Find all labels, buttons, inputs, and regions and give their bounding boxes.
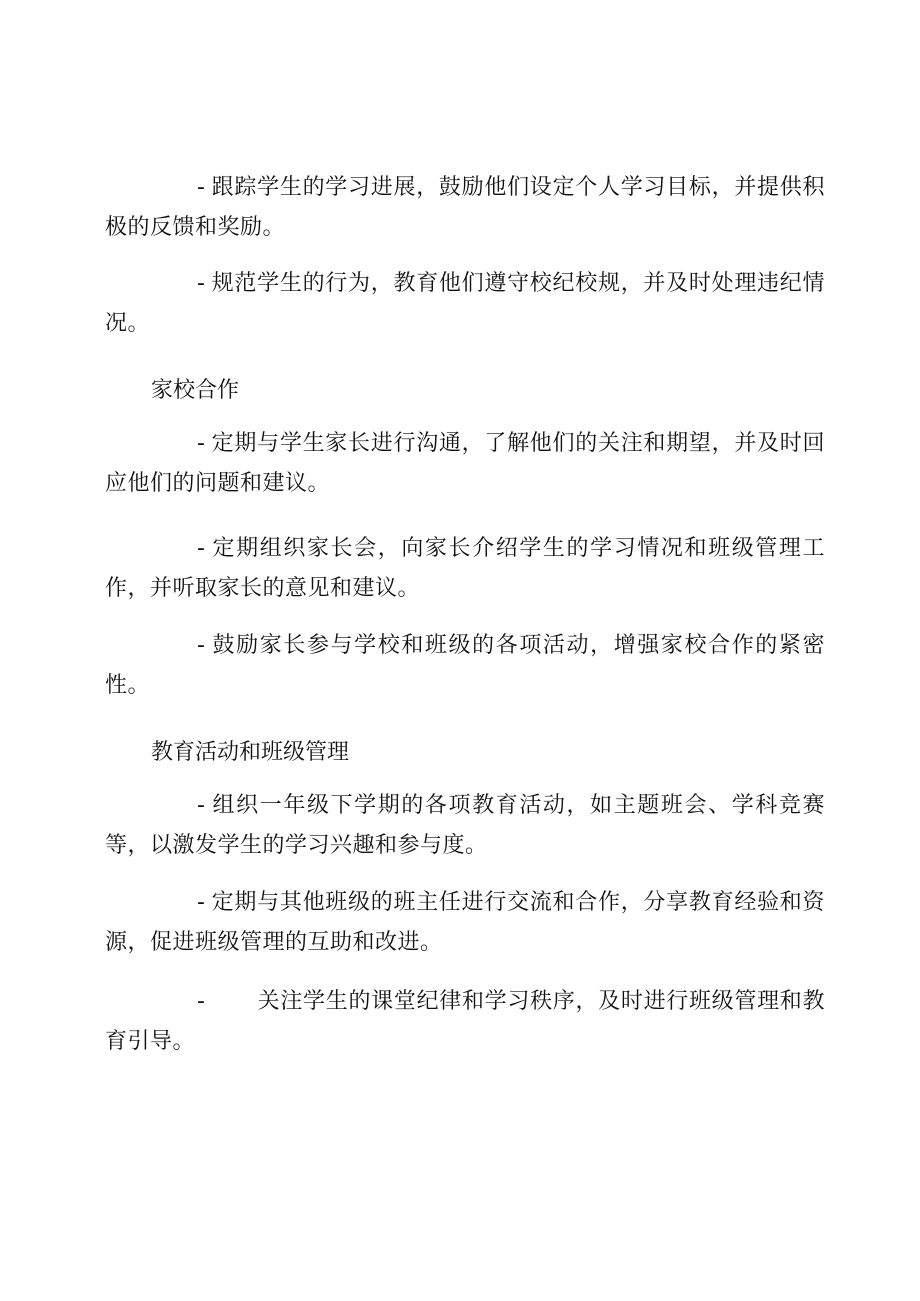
paragraph-organize-activities	[105, 786, 825, 866]
paragraph-parent-communication	[105, 424, 825, 504]
paragraph-classroom-discipline	[105, 982, 825, 1062]
paragraph-regulate-behavior	[105, 264, 825, 344]
paragraph-track-progress	[105, 168, 825, 248]
paragraph-parent-meeting	[105, 529, 825, 609]
bullet-dash: -	[197, 793, 206, 818]
paragraph-text: 规范学生的行为，教育他们遵守校纪校规，并及时处理违纪情况。	[105, 271, 825, 336]
bullet-dash: -	[197, 271, 206, 296]
paragraph-text: 定期组织家长会，向家长介绍学生的学习情况和班级管理工作，并听取家长的意见和建议。	[105, 536, 825, 601]
paragraph-text: 定期与其他班级的班主任进行交流和合作，分享教育经验和资源，促进班级管理的互助和改进。	[105, 890, 825, 955]
bullet-dash: -	[197, 431, 206, 456]
section-heading-home-school: 家校合作	[151, 378, 240, 403]
bullet-dash: -	[197, 175, 206, 200]
paragraph-teacher-exchange	[105, 883, 825, 963]
bullet-dash: -	[197, 633, 206, 658]
paragraph-parent-participation	[105, 626, 825, 706]
paragraph-text: 跟踪学生的学习进展，鼓励他们设定个人学习目标，并提供积极的反馈和奖励。	[105, 175, 825, 240]
paragraph-text: 组织一年级下学期的各项教育活动，如主题班会、学科竞赛等，以激发学生的学习兴趣和参与度。	[105, 793, 825, 858]
bullet-dash: -	[197, 890, 206, 915]
bullet-dash: -	[197, 536, 206, 561]
section-heading-activities: 教育活动和班级管理	[151, 740, 350, 765]
bullet-dash: -	[197, 989, 206, 1014]
paragraph-text: 鼓励家长参与学校和班级的各项活动，增强家校合作的紧密性。	[105, 633, 825, 698]
paragraph-text: 定期与学生家长进行沟通，了解他们的关注和期望，并及时回应他们的问题和建议。	[105, 431, 825, 496]
paragraph-text: 关注学生的课堂纪律和学习秩序，及时进行班级管理和教育引导。	[105, 989, 825, 1054]
